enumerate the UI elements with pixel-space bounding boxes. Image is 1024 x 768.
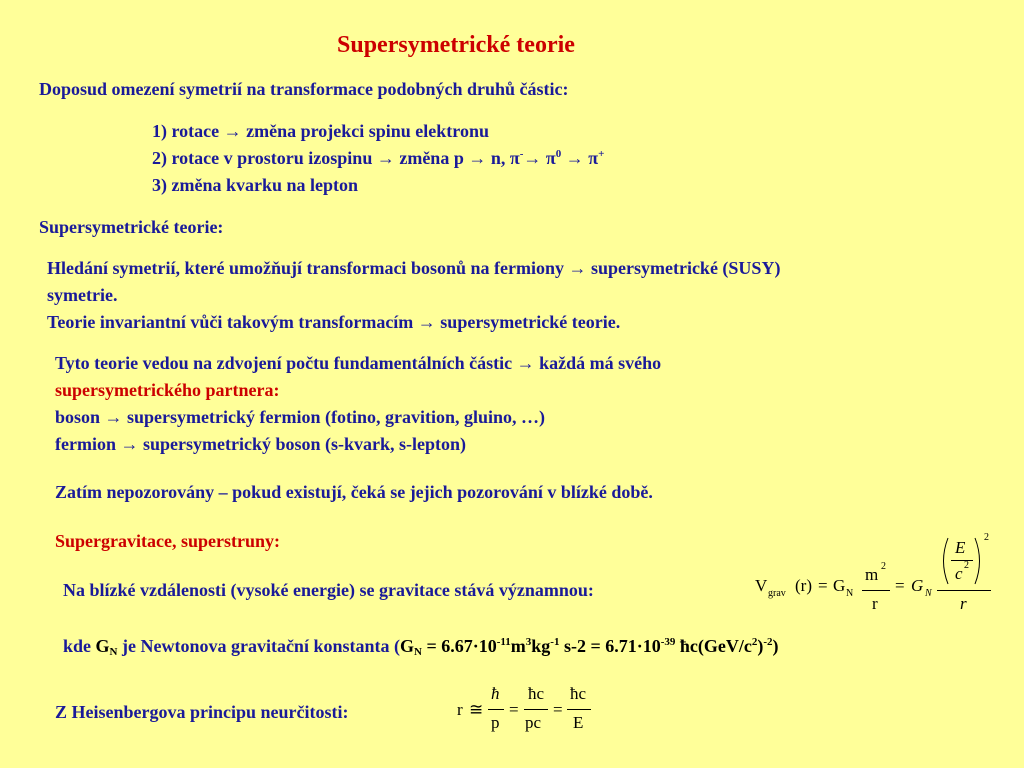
r-denominator-2: r bbox=[960, 594, 967, 613]
m-numerator: m bbox=[865, 565, 879, 584]
para1-line2: symetrie. bbox=[47, 285, 118, 305]
para2-line3: boson → supersymetrický fermion (fotino, gravition, gluino, …) bbox=[55, 407, 545, 427]
p-denominator: p bbox=[491, 713, 500, 732]
list-item-2 bbox=[152, 148, 604, 169]
para3: Zatím nepozorovány – pokud existují, čeká se jejich pozorování v blízké době. bbox=[55, 482, 653, 502]
heisenberg-text: Z Heisenbergova principu neurčitosti: bbox=[55, 702, 349, 722]
c-denominator: c bbox=[955, 564, 963, 583]
fraction-line-h2 bbox=[524, 709, 548, 710]
grav-subscript: grav bbox=[768, 588, 786, 599]
para2-line2: supersymetrického partnera: bbox=[55, 380, 280, 400]
newton-constant-line bbox=[63, 636, 779, 657]
exp-6: -2 bbox=[763, 636, 773, 648]
pc-denominator: pc bbox=[525, 713, 542, 732]
exp-5: 2 bbox=[751, 636, 758, 648]
e-numerator: E bbox=[955, 538, 966, 557]
list-item-1: 1) rotace → změna projekci spinu elektronu bbox=[152, 121, 489, 141]
equals-1: = bbox=[818, 576, 828, 595]
hc-numerator-2: ħc bbox=[570, 684, 587, 703]
hc-unit: ħc(GeV/c bbox=[675, 636, 752, 656]
equals-h2: = bbox=[553, 700, 563, 719]
list-item-3: 3) změna kvarku na lepton bbox=[152, 175, 359, 195]
pi-zero-sup: 0 bbox=[555, 148, 562, 160]
pi-plus-sup: + bbox=[598, 148, 605, 160]
r-symbol: r bbox=[457, 700, 463, 719]
gn-symbol-2: G bbox=[399, 636, 414, 656]
list-item-2-arrow: → π bbox=[523, 148, 556, 168]
approx-symbol: ≅ bbox=[469, 700, 484, 719]
c-squared: 2 bbox=[964, 560, 969, 571]
para1-line3: Teorie invariantní vůči takovým transformacím → supersymetrické teorie. bbox=[47, 312, 621, 332]
value-1: = 6.67·10 bbox=[421, 636, 497, 656]
fraction-line-2 bbox=[937, 590, 991, 591]
e-denominator: E bbox=[573, 713, 584, 732]
outer-squared: 2 bbox=[984, 532, 989, 543]
page-title: Supersymetrické teorie bbox=[337, 32, 575, 58]
pi-minus-sup: - bbox=[519, 148, 524, 160]
m-squared: 2 bbox=[881, 561, 886, 572]
gn-sub: N bbox=[109, 646, 118, 658]
v-symbol: V bbox=[755, 576, 768, 595]
intro-text: Doposud omezení symetrií na transformace podobných druhů částic: bbox=[39, 79, 569, 99]
exp-1: -11 bbox=[496, 636, 511, 648]
unit-kg: kg bbox=[531, 636, 551, 656]
r-argument: (r) bbox=[795, 576, 812, 595]
supergravity-heading: Supergravitace, superstruny: bbox=[55, 531, 280, 551]
kde-text: kde bbox=[63, 636, 96, 656]
gn-symbol: G bbox=[95, 636, 110, 656]
gravity-formula bbox=[755, 532, 995, 614]
fraction-line-inner bbox=[951, 560, 973, 561]
n-subscript: N bbox=[846, 588, 854, 599]
section-heading: Supersymetrické teorie: bbox=[39, 217, 224, 237]
g-symbol: G bbox=[833, 576, 846, 595]
fraction-line-h3 bbox=[567, 709, 591, 710]
exp-4: -39 bbox=[660, 636, 676, 648]
equals-h1: = bbox=[509, 700, 519, 719]
para2-line1: Tyto teorie vedou na zdvojení počtu fundamentálních částic → každá má svého bbox=[55, 353, 662, 373]
right-paren bbox=[973, 536, 985, 586]
gravity-text: Na blízké vzdálenosti (vysoké energie) se gravitace stává významnou: bbox=[63, 580, 594, 600]
list-item-2-text: 2) rotace v prostoru izospinu → změna p → n, π bbox=[152, 148, 520, 168]
fraction-line-1 bbox=[862, 590, 890, 591]
equals-2: = bbox=[895, 576, 905, 595]
close-paren: ) bbox=[757, 636, 764, 656]
exp-2: 3 bbox=[525, 636, 532, 648]
close-paren-2: ) bbox=[772, 636, 779, 656]
exp-3: -1 bbox=[550, 636, 560, 648]
para1-line1: Hledání symetrií, které umožňují transformaci bosonů na fermiony → supersymetrické (SUSY) bbox=[47, 258, 781, 278]
value-2: s-2 = 6.71·10 bbox=[559, 636, 661, 656]
r-denominator: r bbox=[872, 594, 878, 613]
heisenberg-formula bbox=[457, 684, 597, 736]
hc-numerator: ħc bbox=[528, 684, 545, 703]
hbar-numerator: ħ bbox=[491, 684, 500, 703]
n-subscript-2: N bbox=[925, 588, 932, 599]
para2-line4: fermion → supersymetrický boson (s-kvark, s-lepton) bbox=[55, 434, 466, 454]
fraction-line-h1 bbox=[488, 709, 504, 710]
left-paren bbox=[938, 536, 950, 586]
gn-sub-2: N bbox=[413, 646, 422, 658]
unit-m: m bbox=[510, 636, 526, 656]
list-item-2-end: → π bbox=[561, 148, 599, 168]
g-symbol-2: G bbox=[911, 576, 924, 595]
newton-desc: je Newtonova gravitační konstanta ( bbox=[117, 636, 400, 656]
